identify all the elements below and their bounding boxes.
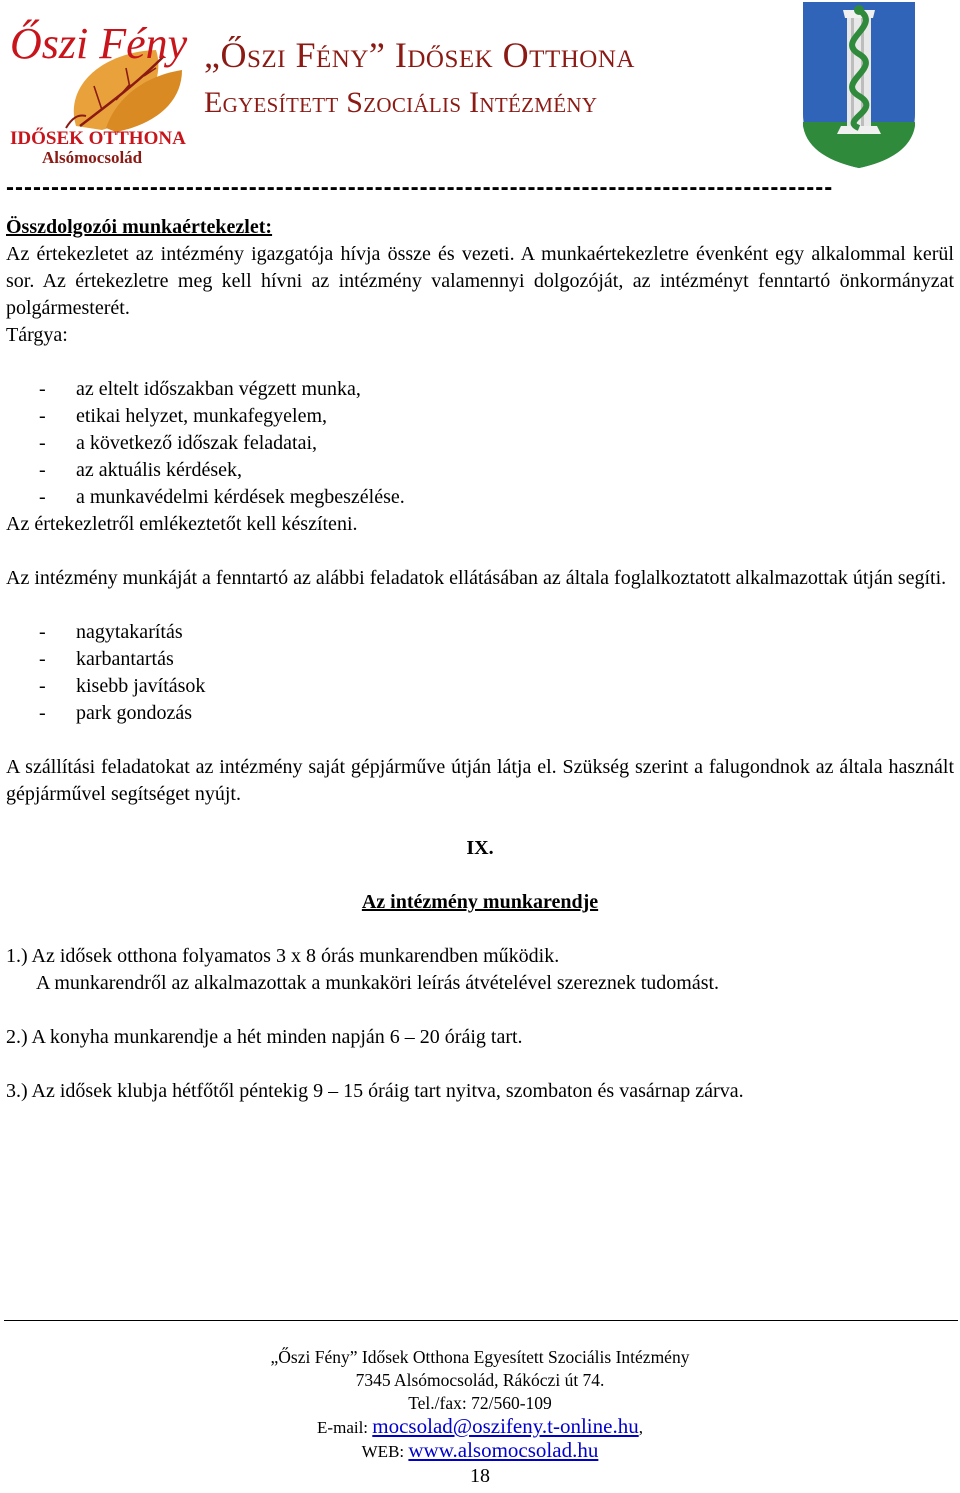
web-link[interactable]: www.alsomocsolad.hu [408, 1438, 599, 1462]
logo-script-text: Őszi Fény [10, 19, 188, 68]
footer-web-line [0, 1439, 960, 1463]
maintainer-list [6, 619, 954, 727]
logo-line2: Alsómocsolád [42, 148, 143, 167]
rule-line-2: 2.) A konyha munkarendje a hét minden napján 6 – 20 óráig tart. [6, 1026, 523, 1048]
list-item: - az aktuális kérdések, [6, 457, 954, 484]
list-item: - nagytakarítás [6, 619, 954, 646]
coat-of-arms [803, 2, 915, 168]
web-label: WEB: [361, 1442, 405, 1461]
rule-continuation-1: A munkarendről az alkalmazottak a munkaköri leírás átvételével szereznek tudomást. [36, 972, 720, 994]
subject-list [6, 376, 954, 511]
section-heading: Összdolgozói munkaértekezlet: [6, 216, 273, 238]
page-number: 18 [470, 1465, 490, 1487]
rule-line-3: 3.) Az idősek klubja hétfőtől péntekig 9 – 15 óráig tart nyitva, szombaton és vasárnap zárva. [6, 1080, 744, 1102]
footer-address: 7345 Alsómocsolád, Rákóczi út 74. [355, 1370, 605, 1390]
list-item: - a munkavédelmi kérdések megbeszélése. [6, 484, 954, 511]
list-item: - park gondozás [6, 700, 954, 727]
institution-title: „Őszi Fény” Idősek Otthona [204, 35, 635, 75]
maintainer-paragraph: Az intézmény munkáját a fenntartó az alábbi feladatok ellátásában az általa foglalkoztatott alkalmazottak útján segíti. [6, 567, 947, 589]
subject-label: Tárgya: [6, 324, 68, 346]
email-trailing: , [638, 1418, 643, 1437]
footer-rule [4, 1320, 958, 1321]
list-item: - az eltelt időszakban végzett munka, [6, 376, 954, 403]
list-item: - a következő időszak feladatai, [6, 430, 954, 457]
list-item: - kisebb javítások [6, 673, 954, 700]
list-item: - karbantartás [6, 646, 954, 673]
list-item: - etikai helyzet, munkafegyelem, [6, 403, 954, 430]
header-separator: -------------------------------------------------------------------------------------------- [6, 176, 834, 200]
chapter-number: IX. [466, 837, 494, 859]
document-body [6, 214, 954, 1105]
intro-paragraph: Az értekezletet az intézmény igazgatója hívja össze és vezeti. A munkaértekezletre évenként egy alkalommal kerül sor. Az értekezletre meg kell hívni az intézmény valamennyi dolgozóját, az intézményt fenntartó önkormányzat polgármesterét. [6, 243, 954, 319]
email-link[interactable]: mocsolad@oszifeny.t-online.hu [372, 1414, 639, 1438]
institution-logo [6, 6, 198, 168]
chapter-title: Az intézmény munkarendje [361, 891, 599, 913]
transport-paragraph: A szállítási feladatokat az intézmény saját gépjárműve útján látja el. Szükség szerint a falugondnok az általa használt gépjárművel segítséget nyújt. [6, 756, 954, 805]
footer-institution: „Őszi Fény” Idősek Otthona Egyesített Szociális Intézmény [270, 1347, 690, 1367]
logo-line1: IDŐSEK OTTHONA [10, 128, 186, 149]
rule-line-1: 1.) Az idősek otthona folyamatos 3 x 8 órás munkarendben működik. [6, 945, 560, 967]
minutes-note: Az értekezletről emlékeztetőt kell készíteni. [6, 513, 358, 535]
email-label: E-mail: [317, 1418, 369, 1437]
page-footer [0, 1346, 960, 1488]
institution-subtitle: Egyesített Szociális Intézmény [204, 86, 598, 119]
footer-email-line [0, 1415, 960, 1439]
footer-phone: Tel./fax: 72/560-109 [408, 1393, 552, 1413]
